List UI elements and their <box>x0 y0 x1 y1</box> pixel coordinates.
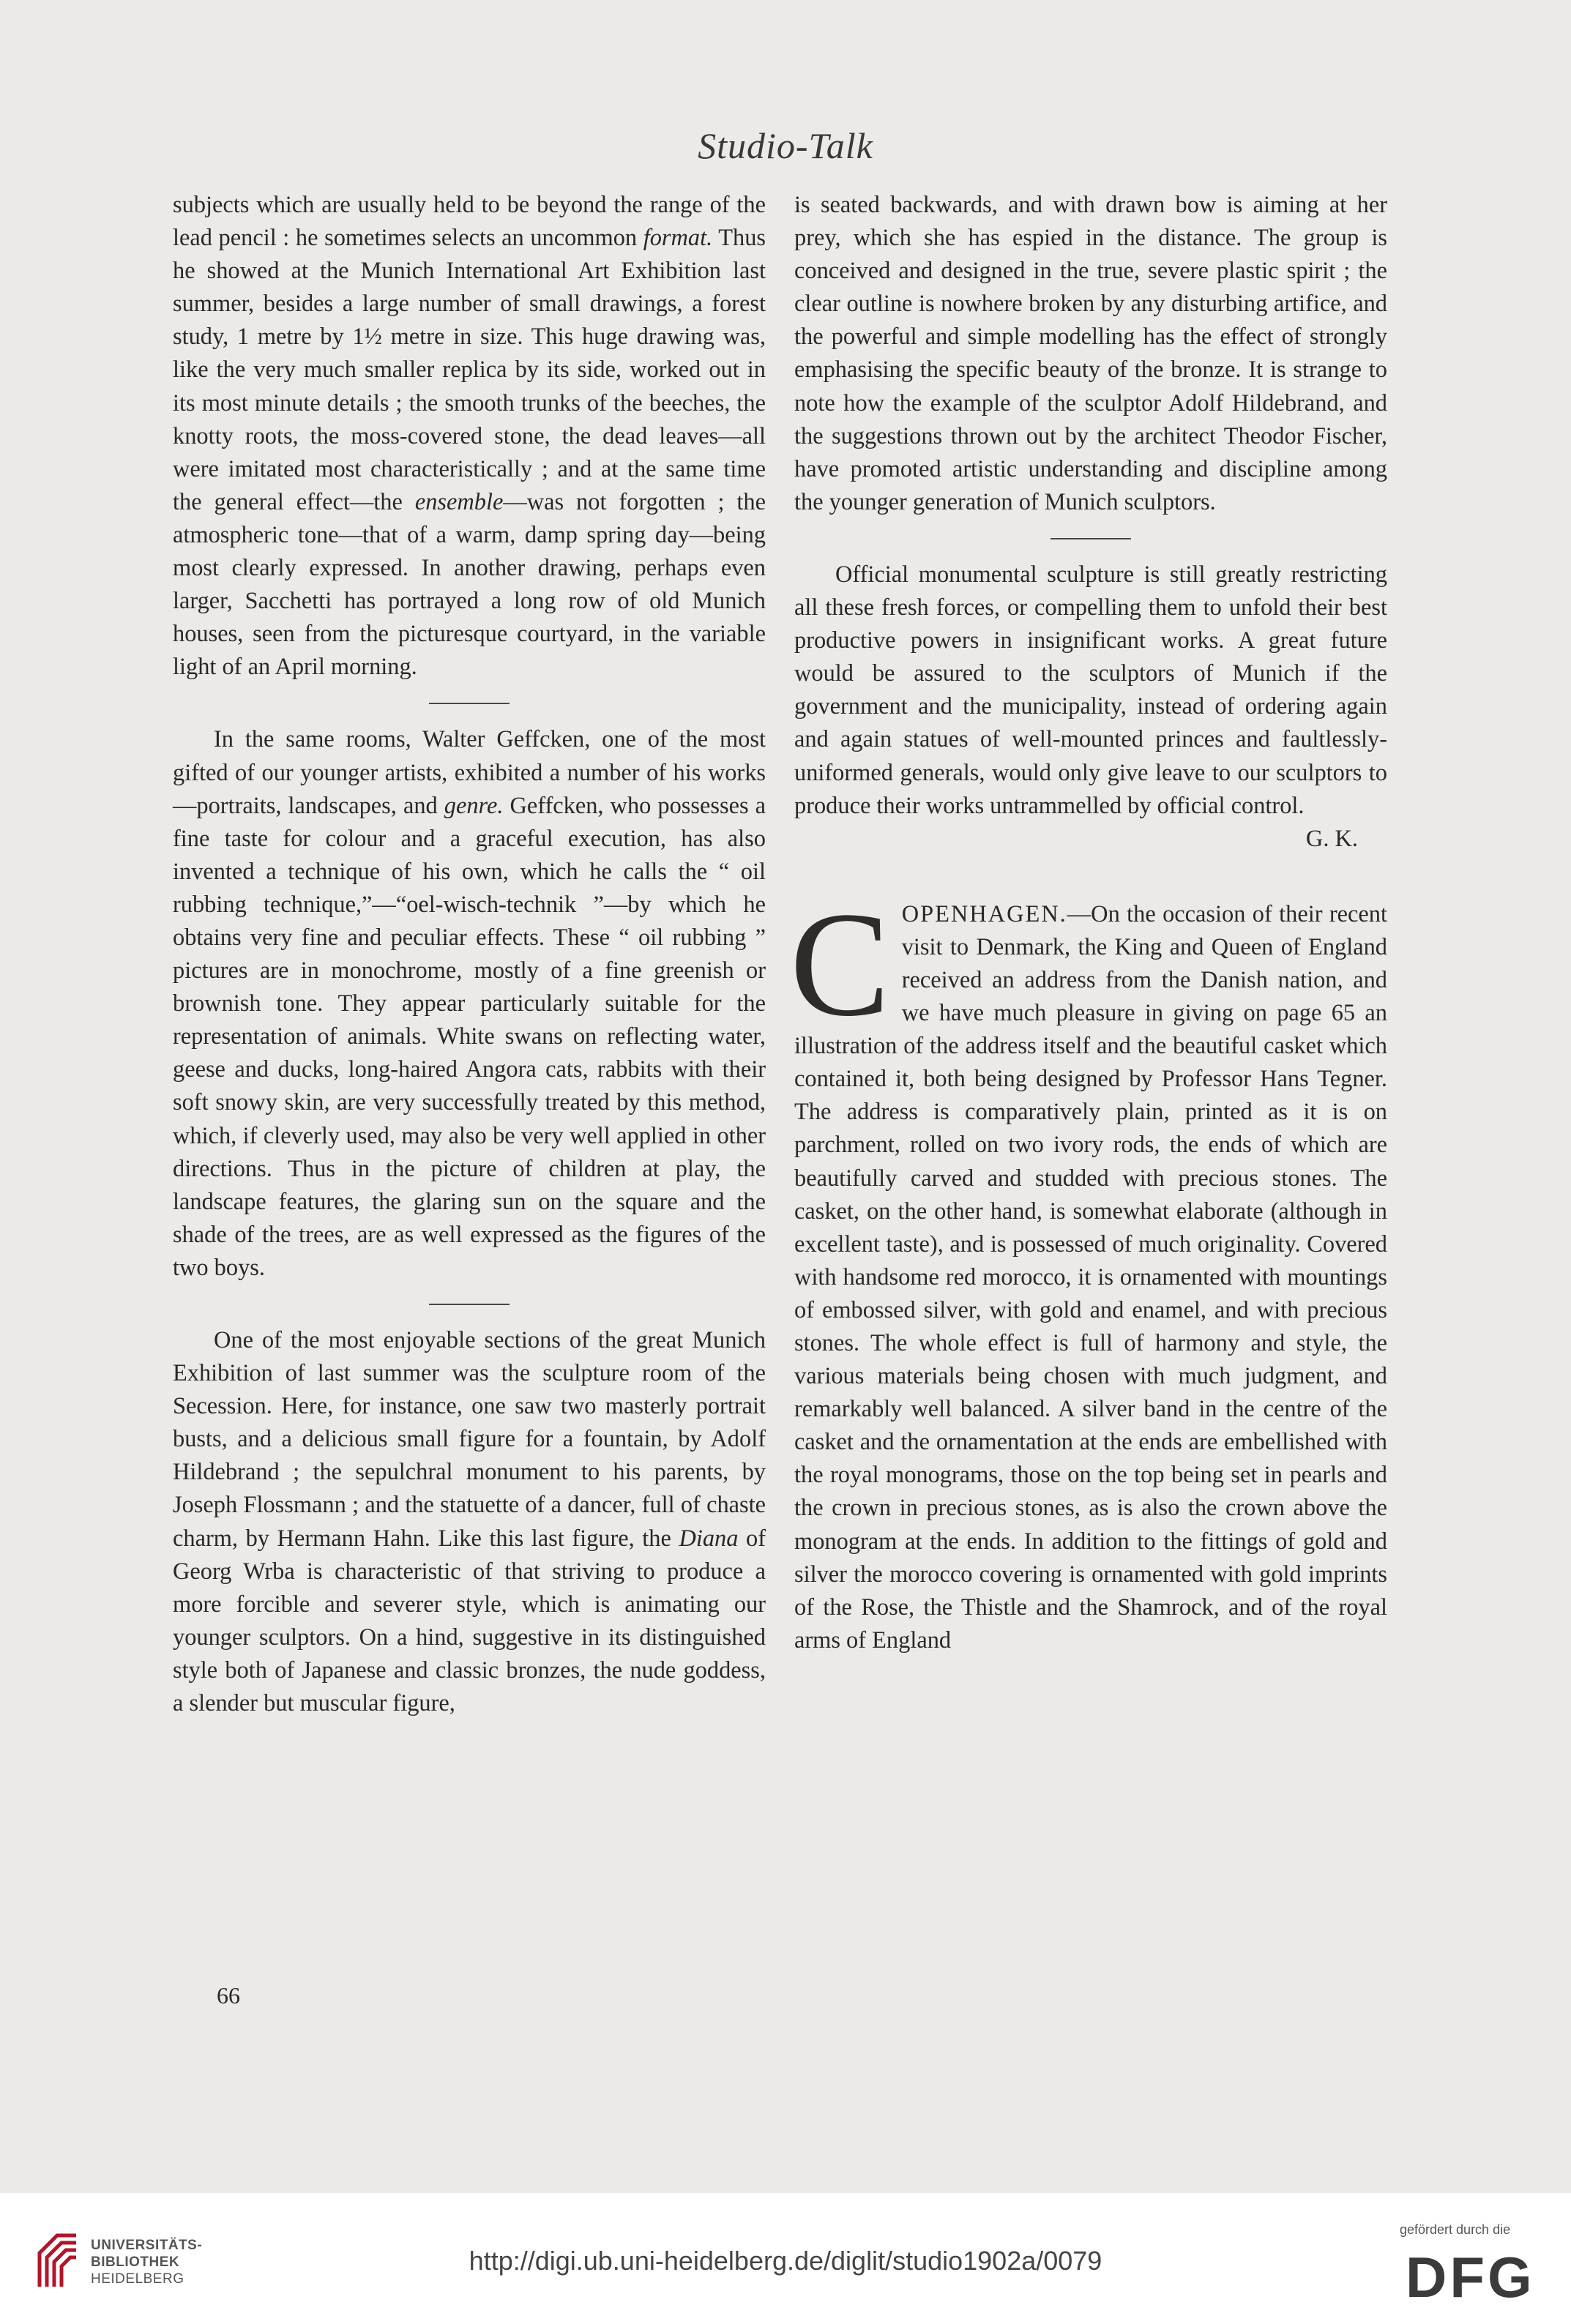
right-paragraph-1: is seated backwards, and with drawn bow is aiming at her prey, which she has espied in the distance. The group is conceived and designed in the true, severe plastic spirit ; the clear outline is nowhere broken by any disturbing artifice, and the powerful and simple modelling has the effect of strongly emphasising the specific beauty of the bronze. It is strange to note how the example of the sculptor Adolf Hildebrand, and the suggestions thrown out by the architect Theodor Fischer, have promoted artistic understanding and discipline among the younger generation of Munich sculptors. <box>794 192 1387 515</box>
italic-run: format. <box>643 225 713 252</box>
author-signature: G. K. <box>1305 825 1358 852</box>
section-heading-caps: OPENHAGEN. <box>901 900 1067 927</box>
text-run: Geffcken, who possesses a fine taste for colour and a graceful execution, has also invented a technique of his own, which he calls the “ oil rubbing technique,”—“oel-wisch-technik ”—by which he obtains very fine and peculiar effects. These “ oil rubbing ” pictures are in monochrome, mostly of a fine greenish or brownish tone. They appear particularly suitable for the representation of animals. White swans on reflecting water, geese and ducks, long-haired Angora cats, rabbits with their soft snowy skin, are very successfully treated by this method, which, if cleverly used, may also be very well applied in other directions. Thus in the picture of children at play, the landscape features, the glaring sun on the square and the shade of the trees, are as well expressed as the figures of the two boys. <box>173 792 766 1281</box>
section-divider <box>429 1304 510 1305</box>
text-run: subjects which are usually held to be beyond the range of the lead pencil : he sometimes selects an uncommon <box>173 192 766 252</box>
right-paragraph-3 <box>790 881 1387 1657</box>
library-name-line: HEIDELBERG <box>91 2271 184 2287</box>
running-head: Studio-Talk <box>698 125 873 166</box>
text-run: One of the most enjoyable sections of the great Munich Exhibition of last summer was the sculpture room of the Secession. Here, for instance, one saw two masterly portrait busts, and a delicious small figure for a fountain, by Adolf Hildebrand ; the sepulchral monument to his parents, by Joseph Flossmann ; and the statuette of a dancer, full of chaste charm, by Hermann Hahn. Like this last figure, the <box>173 1327 766 1552</box>
library-name-line: UNIVERSITÄTS- <box>91 2238 203 2253</box>
text-run: In the same rooms, Walter Geffcken, one of the most gifted of our younger artists, exhibited a number of his works—portraits, landscapes, and <box>173 726 766 819</box>
drop-cap: C <box>790 881 890 1047</box>
left-paragraph-1 <box>173 189 766 684</box>
text-run: of Georg Wrba is characteristic of that striving to produce a more forcible and severer style, which is animating our younger sculptors. On a hind, suggestive in its distinguished style both of Japanese and classic bronzes, the nude goddess, a slender but muscular figure, <box>173 1525 766 1717</box>
source-url-link[interactable]: http://digi.ub.uni-heidelberg.de/diglit/studio1902a/0079 <box>469 2246 1102 2276</box>
right-column <box>790 189 1387 1657</box>
funded-by-label: gefördert durch die <box>1400 2222 1511 2237</box>
left-column <box>173 189 766 1720</box>
text-run: Thus he showed at the Munich International Art Exhibition last summer, besides a large number of small drawings, a forest study, 1 metre by 1½ metre in size. This huge drawing was, like the very much smaller replica by its side, worked out in its most minute details ; the smooth trunks of the beeches, the knotty roots, the moss-covered stone, the dead leaves—all were imitated most characteristically ; and at the same time the general effect—the <box>173 225 766 515</box>
text-run: —On the occasion of their recent visit to Denmark, the King and Queen of England received an address from the Danish nation, and we have much pleasure in giving on page 65 an illustration of the address itself and the beautiful casket which contained it, both being designed by Professor Hans Tegner. The address is comparatively plain, printed as it is on parchment, rolled on two ivory rods, the ends of which are beautifully carved and studded with precious stones. The casket, on the other hand, is somewhat elaborate (although in excellent taste), and is possessed of much originality. Covered with handsome red morocco, it is ornamented with mountings of embossed silver, with gold and enamel, and with precious stones. The whole effect is full of harmony and style, the various materials being chosen with much judgment, and remarkably well balanced. A silver band in the centre of the casket and the ornamentation at the ends are embellished with the royal monograms, those on the top being set in pearls and the crown in precious stones, as is also the crown above the monogram at the ends. In addition to the fittings of gold and silver the morocco covering is ornamented with gold imprints of the Rose, the Thistle and the Shamrock, and of the royal arms of England <box>794 900 1387 1654</box>
digitization-footer <box>0 2193 1571 2324</box>
italic-run: ensemble <box>414 488 504 515</box>
text-run: —was not forgotten ; the atmospheric tone—that of a warm, damp spring day—being most clearly expressed. In another drawing, perhaps even larger, Sacchetti has portrayed a long row of old Munich houses, seen from the picturesque courtyard, in the variable light of an April morning. <box>173 488 766 681</box>
right-paragraph-2: Official monumental sculpture is still greatly restricting all these fresh forces, or compelling them to unfold their best productive powers in insignificant works. A great future would be assured to the sculptors of Munich if the government and the municipality, instead of ordering again and again statues of well-mounted princes and faultlessly-uniformed generals, would only give leave to our sculptors to produce their works untrammelled by official control. <box>794 561 1387 819</box>
page-number: 66 <box>217 1982 240 2009</box>
left-paragraph-3 <box>173 1324 766 1720</box>
left-paragraph-2 <box>173 723 766 1285</box>
dfg-logo: DFG <box>1406 2245 1535 2309</box>
library-name-line: BIBLIOTHEK <box>91 2254 180 2270</box>
section-divider <box>1051 538 1131 539</box>
italic-run: Diana <box>679 1525 739 1552</box>
italic-run: genre. <box>444 792 504 819</box>
section-divider <box>429 703 510 704</box>
